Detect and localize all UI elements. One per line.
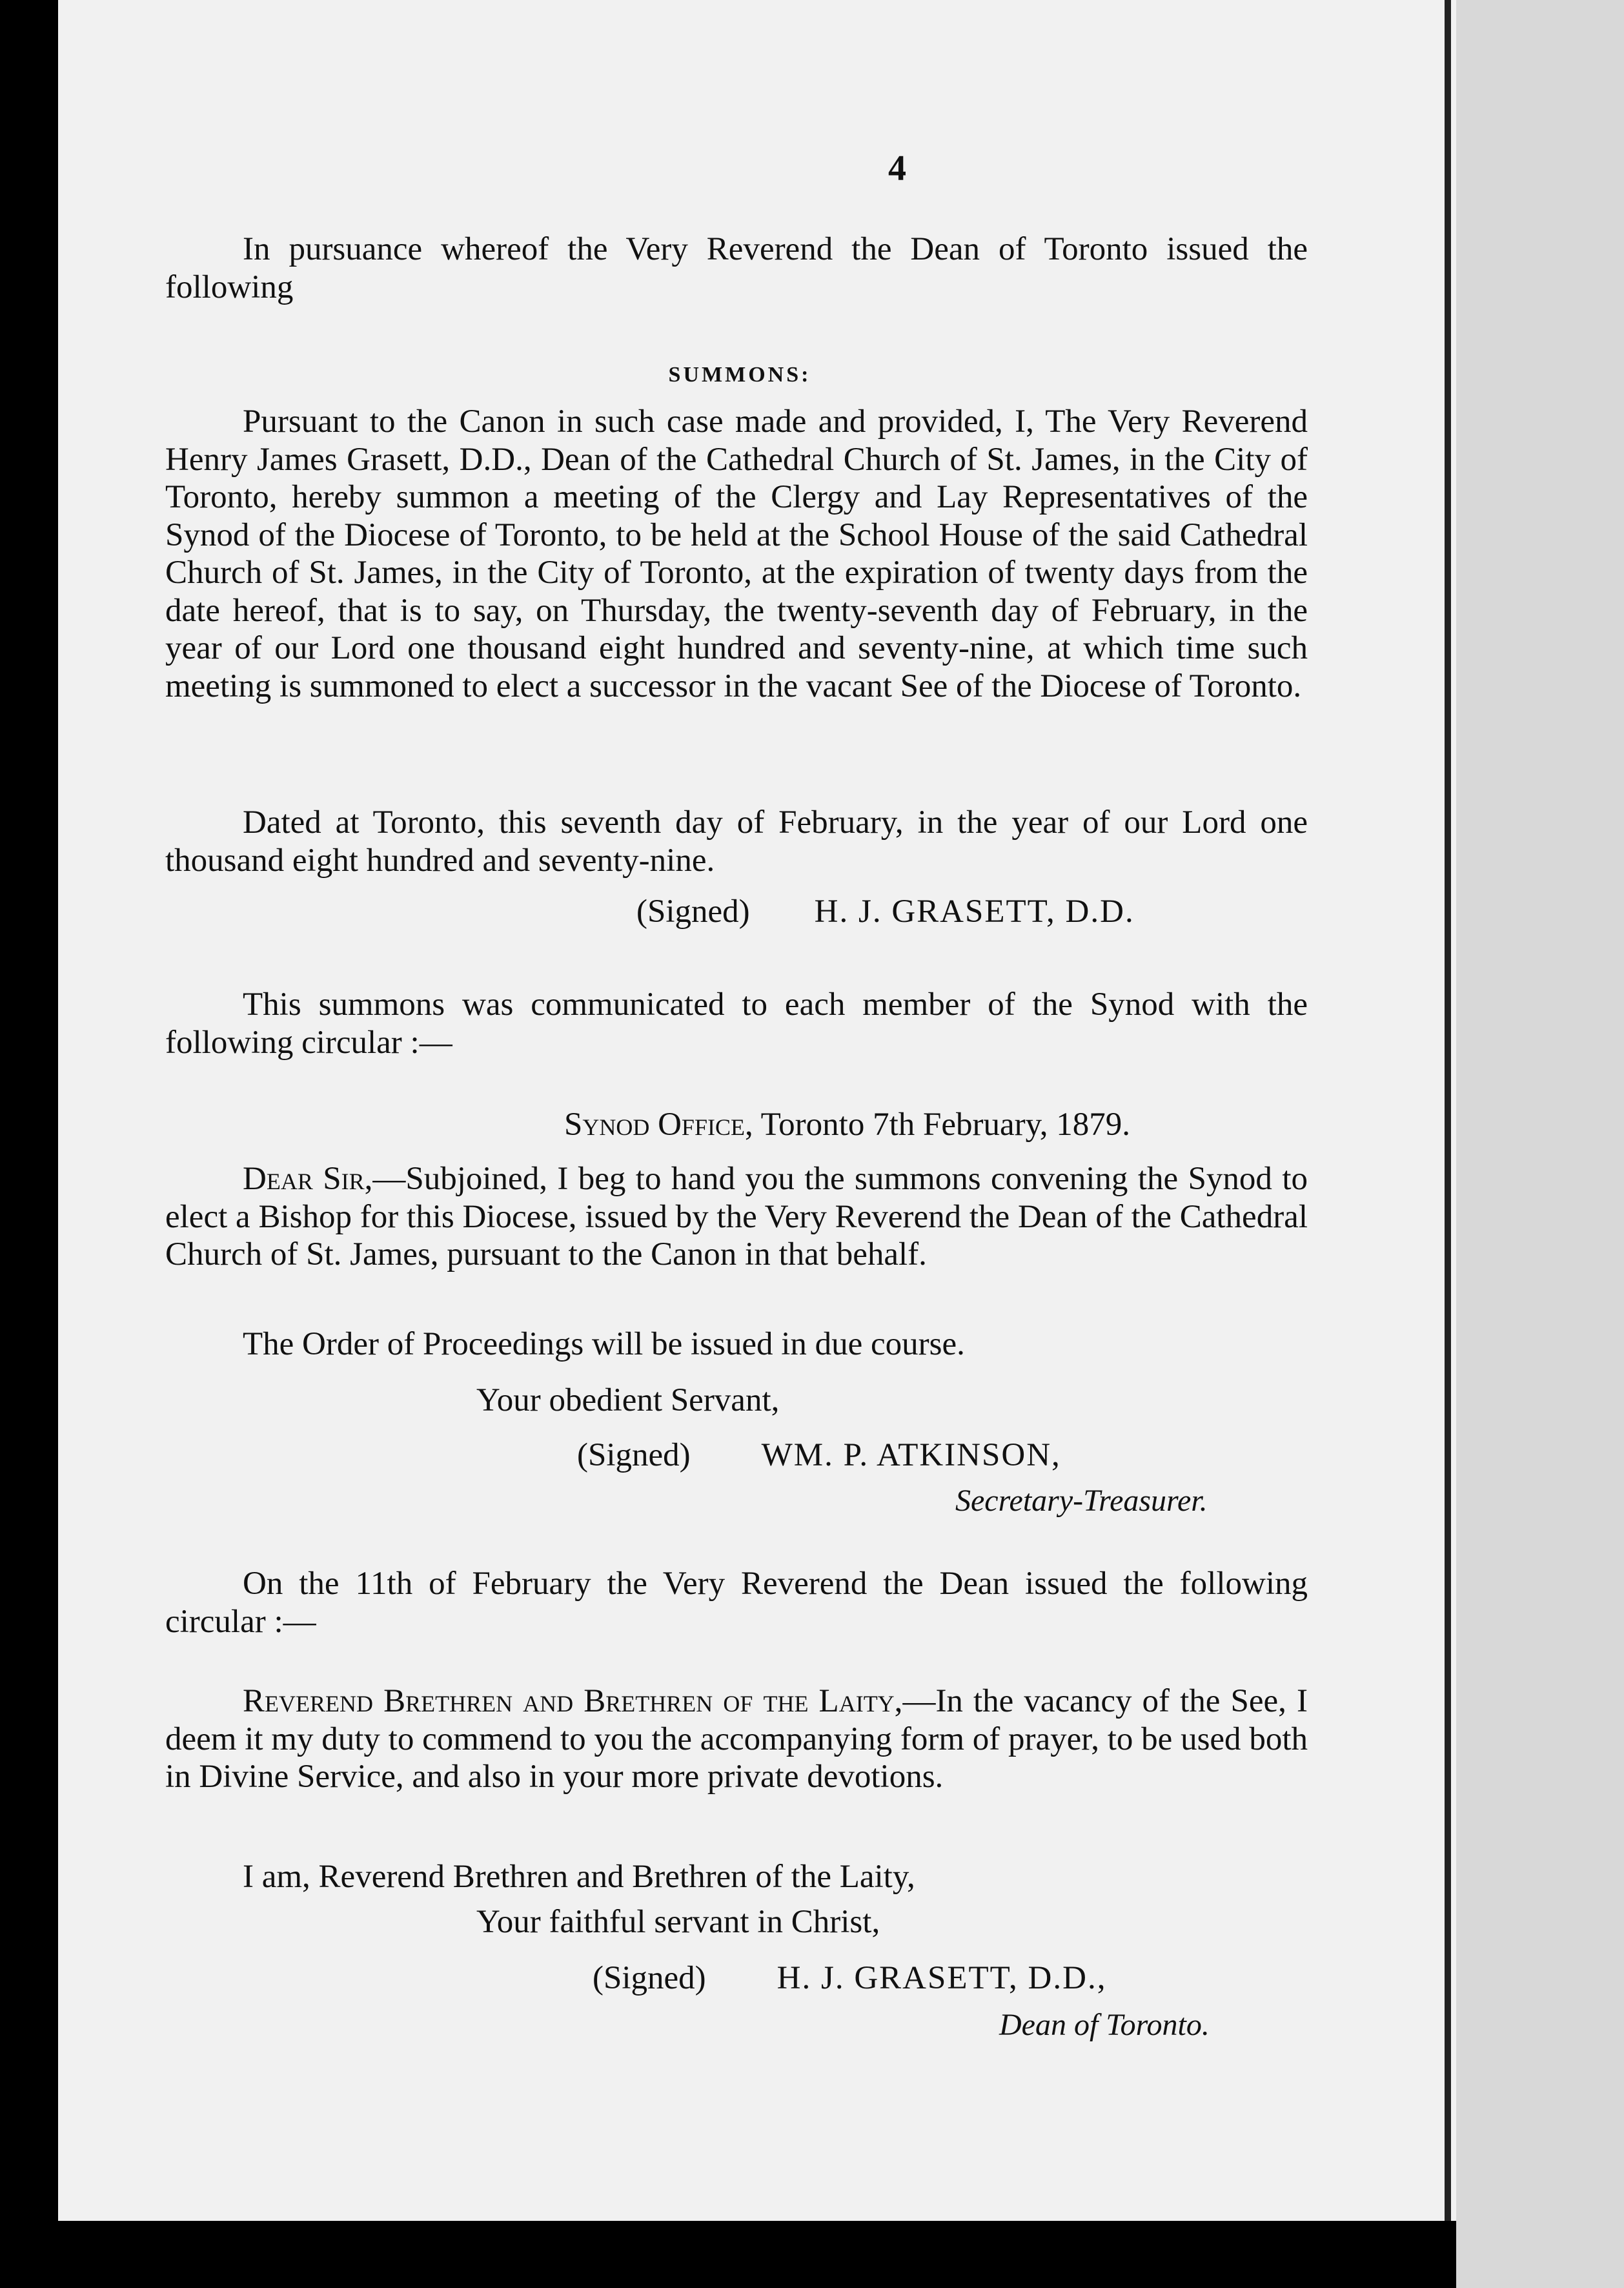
signature-grasett-1 bbox=[636, 893, 1135, 931]
synod-office-line bbox=[564, 1106, 1130, 1144]
order-paragraph: The Order of Proceedings will be issued in due course. bbox=[243, 1326, 965, 1362]
signatory-title: Dean of Toronto. bbox=[999, 2008, 1210, 2042]
signed-label: (Signed) bbox=[593, 1960, 706, 1996]
circular-closing-1: I am, Reverend Brethren and Brethren of the Laity, bbox=[243, 1859, 915, 1895]
dated-paragraph: Dated at Toronto, this seventh day of February, in the year of our Lord one thousand eight hundred and seventy-nine. bbox=[165, 804, 1308, 879]
communication-paragraph: This summons was communicated to each member of the Synod with the following circular :— bbox=[165, 986, 1308, 1061]
summons-paragraph: Pursuant to the Canon in such case made and provided, I, The Very Reverend Henry James Grasett, D.D., Dean of the Cathedral Church of St. James, in the City of Toronto, hereby summon a meeting of the Clergy and Lay Representatives of the Synod of the Diocese of Toronto, to be held at the School House of the said Cathedral Church of St. James, in the City of Toronto, at the expiration of twenty days from the date hereof, that is to say, on Thursday, the twenty-seventh day of February, in the year of our Lord one thousand eight hundred and seventy-nine, at which time such meeting is summoned to elect a successor in the vacant See of the Diocese of Toronto. bbox=[165, 403, 1308, 704]
page-gutter-line bbox=[1445, 0, 1451, 2221]
circular-body: —In the vacancy of the See, I deem it my duty to commend to you the accompanying form of prayer, to be used both in Divine Service, and also in your more private devotions. bbox=[165, 1683, 1308, 1795]
signature-grasett-2 bbox=[593, 1959, 1106, 1997]
signed-label: (Signed) bbox=[577, 1437, 691, 1473]
circular-closing-2: Your faithful servant in Christ, bbox=[476, 1904, 880, 1940]
signatory-name: H. J. GRASETT, D.D. bbox=[814, 894, 1135, 930]
letter-closing: Your obedient Servant, bbox=[476, 1382, 780, 1418]
page-number: 4 bbox=[888, 148, 906, 189]
signature-atkinson bbox=[577, 1436, 1061, 1475]
synod-office-date: Toronto 7th February, 1879. bbox=[760, 1107, 1131, 1143]
signatory-name: WM. P. ATKINSON, bbox=[761, 1437, 1061, 1473]
summons-heading: SUMMONS: bbox=[668, 363, 811, 387]
circular-paragraph bbox=[165, 1682, 1308, 1796]
signed-label: (Signed) bbox=[636, 894, 750, 930]
synod-office-label: Synod Office, bbox=[564, 1107, 753, 1143]
circular-salutation: Reverend Brethren and Brethren of the Laity, bbox=[243, 1683, 903, 1719]
letter-paragraph bbox=[165, 1160, 1308, 1274]
signatory-title: Secretary-Treasurer. bbox=[955, 1484, 1208, 1518]
adjacent-page-edge bbox=[1456, 0, 1624, 2288]
letter-salutation: Dear Sir, bbox=[243, 1161, 373, 1197]
signatory-name: H. J. GRASETT, D.D., bbox=[776, 1960, 1107, 1996]
letter-body: —Subjoined, I beg to hand you the summons convening the Synod to elect a Bishop for this Diocese, issued by the Very Reverend the Dean of the Cathedral Church of St. James, pursuant to the Canon in that behalf. bbox=[165, 1161, 1308, 1272]
feb11-paragraph: On the 11th of February the Very Reverend the Dean issued the following circular :— bbox=[165, 1566, 1308, 1640]
intro-paragraph: In pursuance whereof the Very Reverend the Dean of Toronto issued the following bbox=[165, 231, 1308, 305]
